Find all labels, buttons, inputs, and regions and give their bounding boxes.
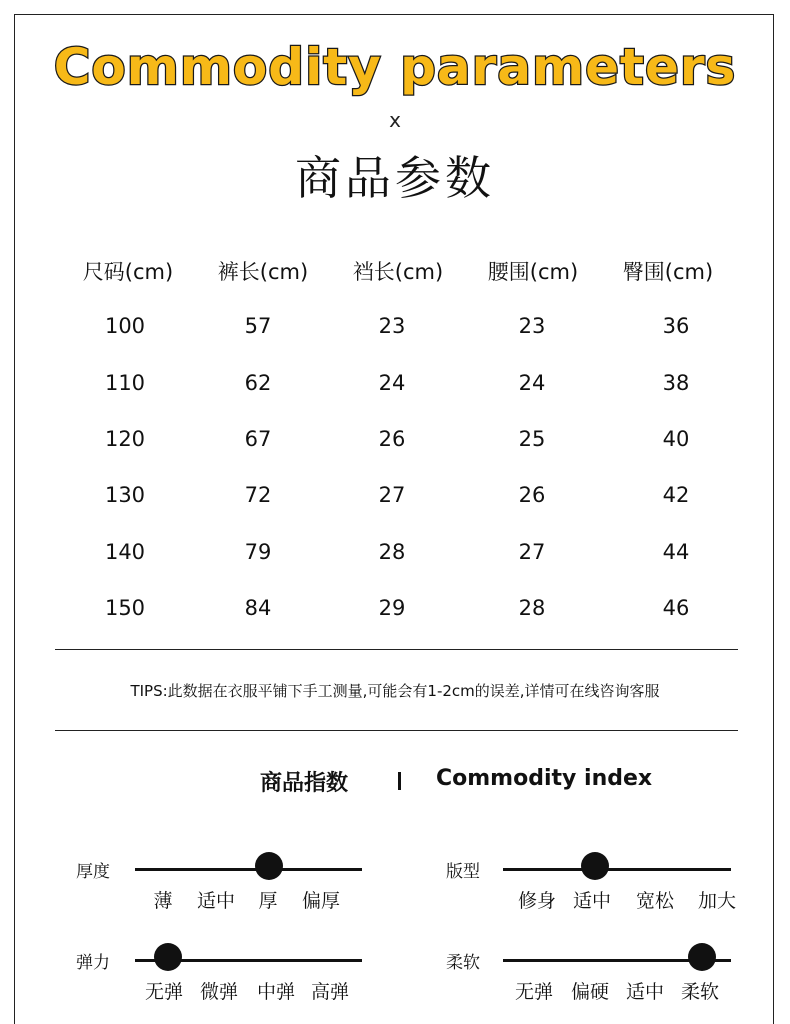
scale-option: 中弹	[256, 981, 296, 1003]
table-cell: 25	[518, 427, 546, 451]
index-title-chinese: 商品指数	[260, 771, 349, 796]
table-cell: 27	[378, 483, 406, 507]
scale-option: 薄	[153, 890, 173, 912]
scale-option: 适中	[196, 890, 236, 912]
table-header-rise: 裆长(cm)	[352, 260, 444, 284]
table-cell: 120	[104, 427, 146, 451]
title-english: Commodity parameters	[53, 38, 737, 96]
table-header-size: 尺码(cm)	[82, 260, 174, 284]
scale-label-fit: 版型	[446, 862, 480, 882]
table-cell: 29	[378, 596, 406, 620]
table-cell: 84	[244, 596, 272, 620]
table-cell: 26	[378, 427, 406, 451]
table-cell: 44	[662, 540, 690, 564]
scale-label-softness: 柔软	[446, 953, 480, 973]
scale-option: 适中	[572, 890, 612, 912]
tips-text: TIPS:此数据在衣服平铺下手工测量,可能会有1-2cm的误差,详情可在线咨询客服	[130, 682, 660, 700]
index-title-separator	[398, 772, 401, 790]
scale-label-thickness: 厚度	[76, 862, 110, 882]
table-header-hip: 臀围(cm)	[622, 260, 714, 284]
table-cell: 46	[662, 596, 690, 620]
table-cell: 57	[244, 314, 272, 338]
table-cell: 72	[244, 483, 272, 507]
scale-track-fit	[503, 868, 731, 871]
scale-option: 厚	[258, 890, 278, 912]
scale-marker-softness	[688, 943, 716, 971]
scale-label-elasticity: 弹力	[76, 953, 110, 973]
table-cell: 28	[378, 540, 406, 564]
scale-option: 柔软	[680, 981, 720, 1003]
table-cell: 38	[662, 371, 690, 395]
scale-option: 宽松	[635, 890, 675, 912]
scale-option: 无弹	[144, 981, 184, 1003]
table-cell: 67	[244, 427, 272, 451]
table-cell: 36	[662, 314, 690, 338]
table-cell: 26	[518, 483, 546, 507]
scale-option: 偏厚	[301, 890, 341, 912]
table-cell: 130	[104, 483, 146, 507]
table-cell: 23	[378, 314, 406, 338]
title-chinese: 商品参数	[295, 151, 495, 205]
scale-option: 适中	[625, 981, 665, 1003]
scale-marker-elasticity	[154, 943, 182, 971]
table-cell: 40	[662, 427, 690, 451]
table-cell: 110	[104, 371, 146, 395]
table-cell: 42	[662, 483, 690, 507]
divider-bottom	[55, 730, 738, 731]
table-header-waist: 腰围(cm)	[487, 260, 579, 284]
table-cell: 23	[518, 314, 546, 338]
table-cell: 140	[104, 540, 146, 564]
scale-option: 微弹	[199, 981, 239, 1003]
table-cell: 150	[104, 596, 146, 620]
scale-marker-fit	[581, 852, 609, 880]
scale-option: 无弹	[514, 981, 554, 1003]
table-cell: 79	[244, 540, 272, 564]
scale-marker-thickness	[255, 852, 283, 880]
divider-top	[55, 649, 738, 650]
table-cell: 27	[518, 540, 546, 564]
table-cell: 28	[518, 596, 546, 620]
scale-option: 修身	[517, 890, 557, 912]
scale-option: 高弹	[310, 981, 350, 1003]
table-cell: 24	[518, 371, 546, 395]
scale-option: 加大	[697, 890, 737, 912]
scale-track-thickness	[135, 868, 362, 871]
table-header-pants-length: 裤长(cm)	[217, 260, 309, 284]
index-title-english: Commodity index	[436, 766, 653, 791]
table-cell: 62	[244, 371, 272, 395]
title-separator: x	[389, 108, 401, 132]
table-cell: 100	[104, 314, 146, 338]
scale-option: 偏硬	[570, 981, 610, 1003]
table-cell: 24	[378, 371, 406, 395]
